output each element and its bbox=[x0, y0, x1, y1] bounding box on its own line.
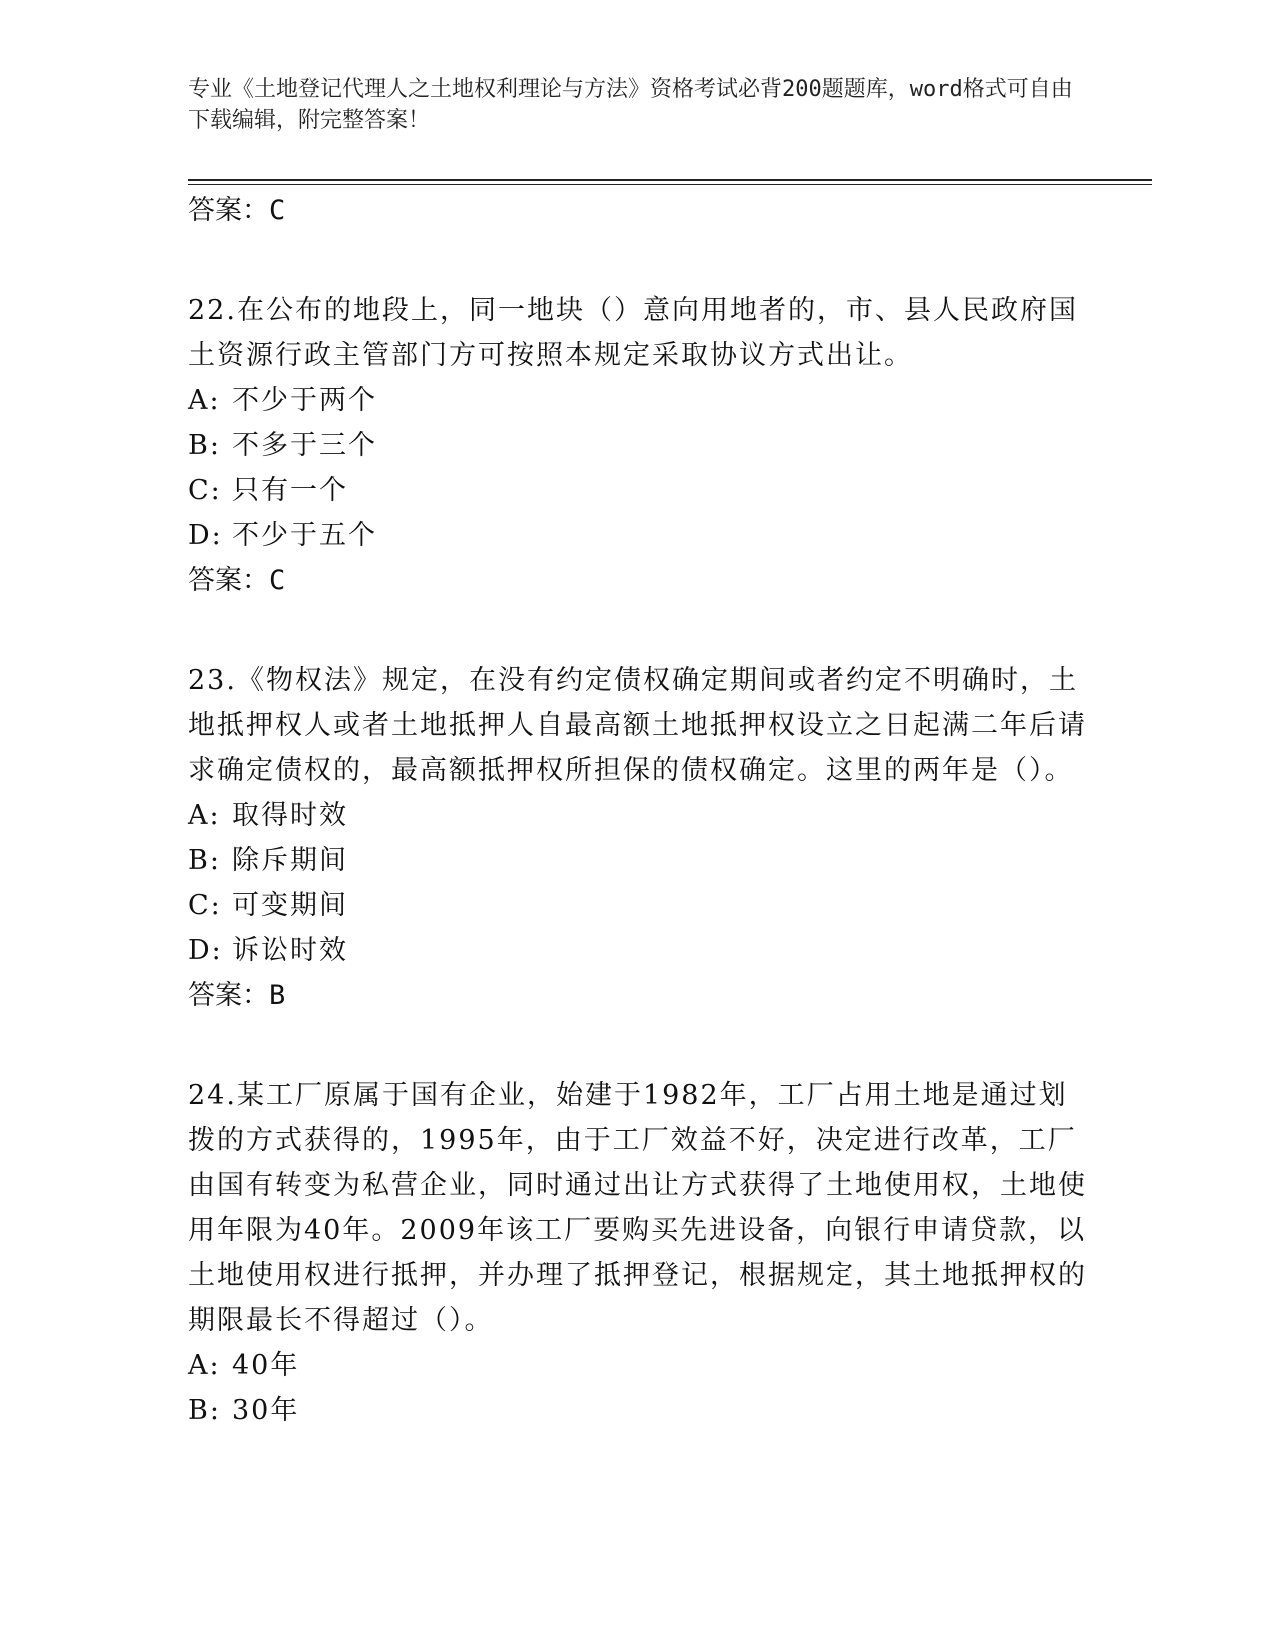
option-letter: B: bbox=[188, 430, 221, 461]
option-d bbox=[188, 928, 1088, 973]
header-rule-thick bbox=[188, 179, 1152, 181]
page-header: 专业《土地登记代理人之土地权利理论与方法》资格考试必背200题题库，word格式可自由下载编辑，附完整答案！ bbox=[188, 77, 1073, 133]
option-text: 只有一个 bbox=[232, 475, 348, 506]
question-22 bbox=[188, 288, 1088, 603]
question-text: 23.《物权法》规定，在没有约定债权确定期间或者约定不明确时，土地抵押权人或者土地抵押人自最高额土地抵押权设立之日起满二年后请求确定债权的，最高额抵押权所担保的债权确定。这里的两年是（）。 bbox=[188, 665, 1087, 786]
option-b bbox=[188, 838, 1088, 883]
option-c bbox=[188, 468, 1088, 513]
option-text: 不少于两个 bbox=[232, 385, 377, 416]
option-b bbox=[188, 423, 1088, 468]
option-letter: D: bbox=[188, 520, 223, 551]
option-text: 不少于五个 bbox=[232, 520, 377, 551]
option-letter: A: bbox=[188, 385, 221, 416]
option-letter: D: bbox=[188, 935, 223, 966]
previous-answer: 答案：C bbox=[188, 195, 286, 226]
header-rule-thin bbox=[188, 184, 1152, 185]
option-text: 取得时效 bbox=[232, 800, 348, 831]
document-body bbox=[188, 188, 1088, 1433]
option-letter: C: bbox=[188, 890, 222, 921]
question-23 bbox=[188, 658, 1088, 1018]
option-b bbox=[188, 1388, 1088, 1433]
option-letter: B: bbox=[188, 1395, 221, 1426]
option-text: 诉讼时效 bbox=[232, 935, 348, 966]
option-a bbox=[188, 378, 1088, 423]
option-letter: B: bbox=[188, 845, 221, 876]
answer: 答案：B bbox=[188, 980, 286, 1011]
option-text: 可变期间 bbox=[232, 890, 348, 921]
option-a bbox=[188, 1343, 1088, 1388]
question-text: 22.在公布的地段上，同一地块（）意向用地者的，市、县人民政府国土资源行政主管部门方可按照本规定采取协议方式出让。 bbox=[188, 295, 1078, 371]
answer: 答案：C bbox=[188, 565, 286, 596]
option-text: 30年 bbox=[232, 1395, 300, 1426]
option-c bbox=[188, 883, 1088, 928]
option-d bbox=[188, 513, 1088, 558]
option-letter: A: bbox=[188, 800, 221, 831]
question-text: 24.某工厂原属于国有企业，始建于1982年，工厂占用土地是通过划拨的方式获得的，1995年，由于工厂效益不好，决定进行改革，工厂由国有转变为私营企业，同时通过出让方式获得了土地使用权，土地使用年限为40年。2009年该工厂要购买先进设备，向银行申请贷款，以土地使用权进行抵押，并办理了抵押登记，根据规定，其土地抵押权的期限最长不得超过（）。 bbox=[188, 1080, 1087, 1336]
option-a bbox=[188, 793, 1088, 838]
option-text: 除斥期间 bbox=[232, 845, 348, 876]
option-letter: A: bbox=[188, 1350, 221, 1381]
question-24 bbox=[188, 1073, 1088, 1433]
option-text: 40年 bbox=[232, 1350, 300, 1381]
option-text: 不多于三个 bbox=[232, 430, 377, 461]
option-letter: C: bbox=[188, 475, 222, 506]
